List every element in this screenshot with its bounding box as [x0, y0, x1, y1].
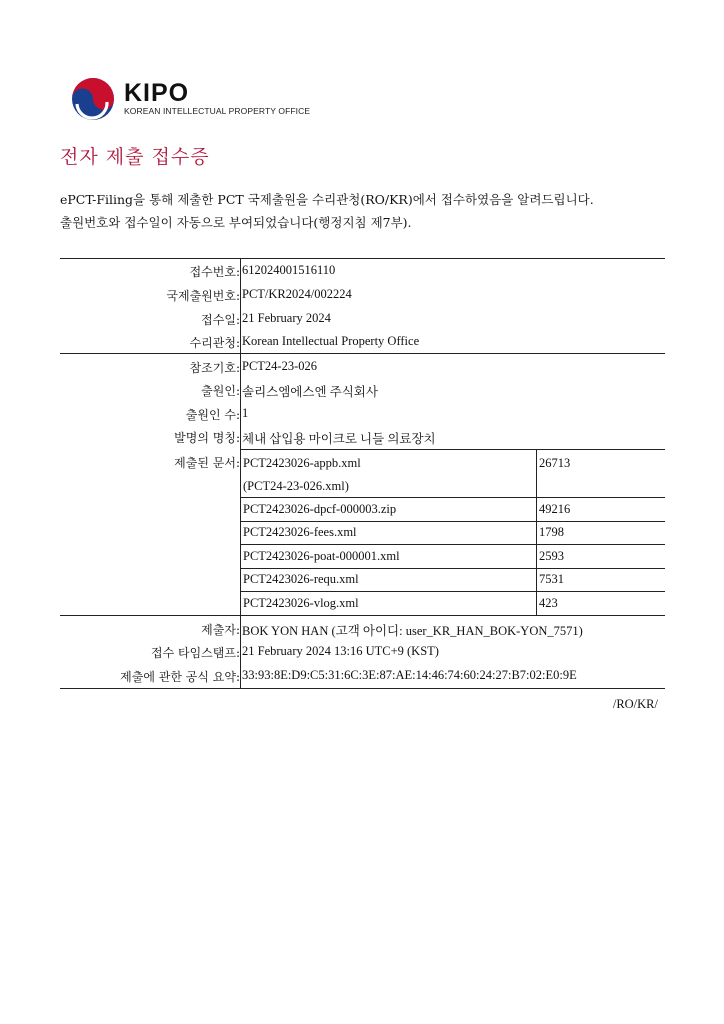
receiving-office: Korean Intellectual Property Office: [242, 334, 420, 348]
table-row: [60, 259, 665, 282]
table-row: [60, 640, 665, 663]
document-size: 423: [539, 596, 558, 610]
page-title: 전자 제출 접수증: [60, 146, 210, 168]
kipo-logo: [70, 76, 330, 122]
field-label: 발명의 명칭:: [174, 431, 240, 445]
intro-line-2: 출원번호와 접수일이 자동으로 부여되었습니다(행정지침 제7부).: [60, 215, 412, 230]
field-label: 출원인 수:: [185, 408, 240, 422]
logo-wordmark: KIPO: [124, 79, 190, 107]
field-label: 참조기호:: [189, 361, 240, 375]
document-name: PCT2423026-appb.xml: [243, 456, 361, 470]
receipt-timestamp: 21 February 2024 13:16 UTC+9 (KST): [242, 644, 439, 658]
office-code-footer: /RO/KR/: [612, 697, 658, 711]
document-size: 2593: [539, 549, 564, 563]
table-row: [60, 617, 665, 640]
field-label: 접수번호:: [189, 265, 240, 279]
logo-subtitle: KOREAN INTELLECTUAL PROPERTY OFFICE: [124, 106, 311, 116]
field-label: 접수일:: [201, 313, 240, 327]
invention-title: 체내 삽입용 마이크로 니들 의료장치: [242, 432, 436, 446]
field-label: 제출자:: [201, 623, 240, 637]
table-row: [60, 425, 665, 448]
document-size: 1798: [539, 525, 564, 539]
kipo-emblem-icon: [70, 76, 116, 122]
table-row: [60, 307, 665, 330]
receipt-date: 21 February 2024: [242, 311, 331, 325]
document-separator: [240, 568, 665, 569]
table-row: [60, 402, 665, 425]
document-size: 7531: [539, 572, 564, 586]
documents-label-row: [60, 450, 665, 473]
field-label: 제출에 관한 공식 요약:: [120, 670, 240, 684]
document-name: PCT2423026-vlog.xml: [243, 596, 359, 610]
document-name: PCT2423026-dpcf-000003.zip: [243, 502, 397, 516]
table-row: [60, 355, 665, 378]
field-label: 수리관청:: [189, 336, 240, 350]
international-application-number: PCT/KR2024/002224: [242, 287, 352, 301]
field-label: 출원인:: [201, 384, 240, 398]
field-label: 접수 타임스탬프:: [150, 646, 240, 660]
document-name-alt: (PCT24-23-026.xml): [243, 479, 349, 493]
document-separator: [240, 544, 665, 545]
field-label: 제출된 문서:: [174, 456, 240, 470]
submission-digest: 33:93:8E:D9:C5:31:6C:3E:87:AE:14:46:74:60:24:27:B7:02:E0:9E: [242, 668, 577, 682]
applicant-count: 1: [242, 406, 249, 420]
table-row: [60, 283, 665, 306]
table-row: [60, 378, 665, 401]
document-separator: [240, 591, 665, 592]
document-name: PCT2423026-requ.xml: [243, 572, 359, 586]
document-separator: [240, 521, 665, 522]
submitter: BOK YON HAN (고객 아이디: user_KR_HAN_BOK-YON_7571): [242, 624, 583, 638]
section-rule: [60, 615, 665, 616]
table-row: [60, 664, 665, 687]
document-name: PCT2423026-poat-000001.xml: [243, 549, 400, 563]
document-size: 49216: [539, 502, 571, 516]
receipt-number: 612024001516110: [242, 263, 336, 277]
table-bottom-rule: [60, 688, 665, 689]
applicant: 솔리스엠에스엔 주식회사: [242, 385, 378, 399]
document-size: 26713: [539, 456, 571, 470]
reference-code: PCT24-23-026: [242, 359, 317, 373]
document-name: PCT2423026-fees.xml: [243, 525, 357, 539]
document-separator: [240, 497, 665, 498]
field-label: 국제출원번호:: [166, 289, 240, 303]
table-row: [60, 330, 665, 353]
section-rule: [60, 353, 665, 354]
intro-line-1: ePCT-Filing을 통해 제출한 PCT 국제출원을 수리관청(RO/KR)에서 접수하였음을 알려드립니다.: [60, 192, 594, 207]
